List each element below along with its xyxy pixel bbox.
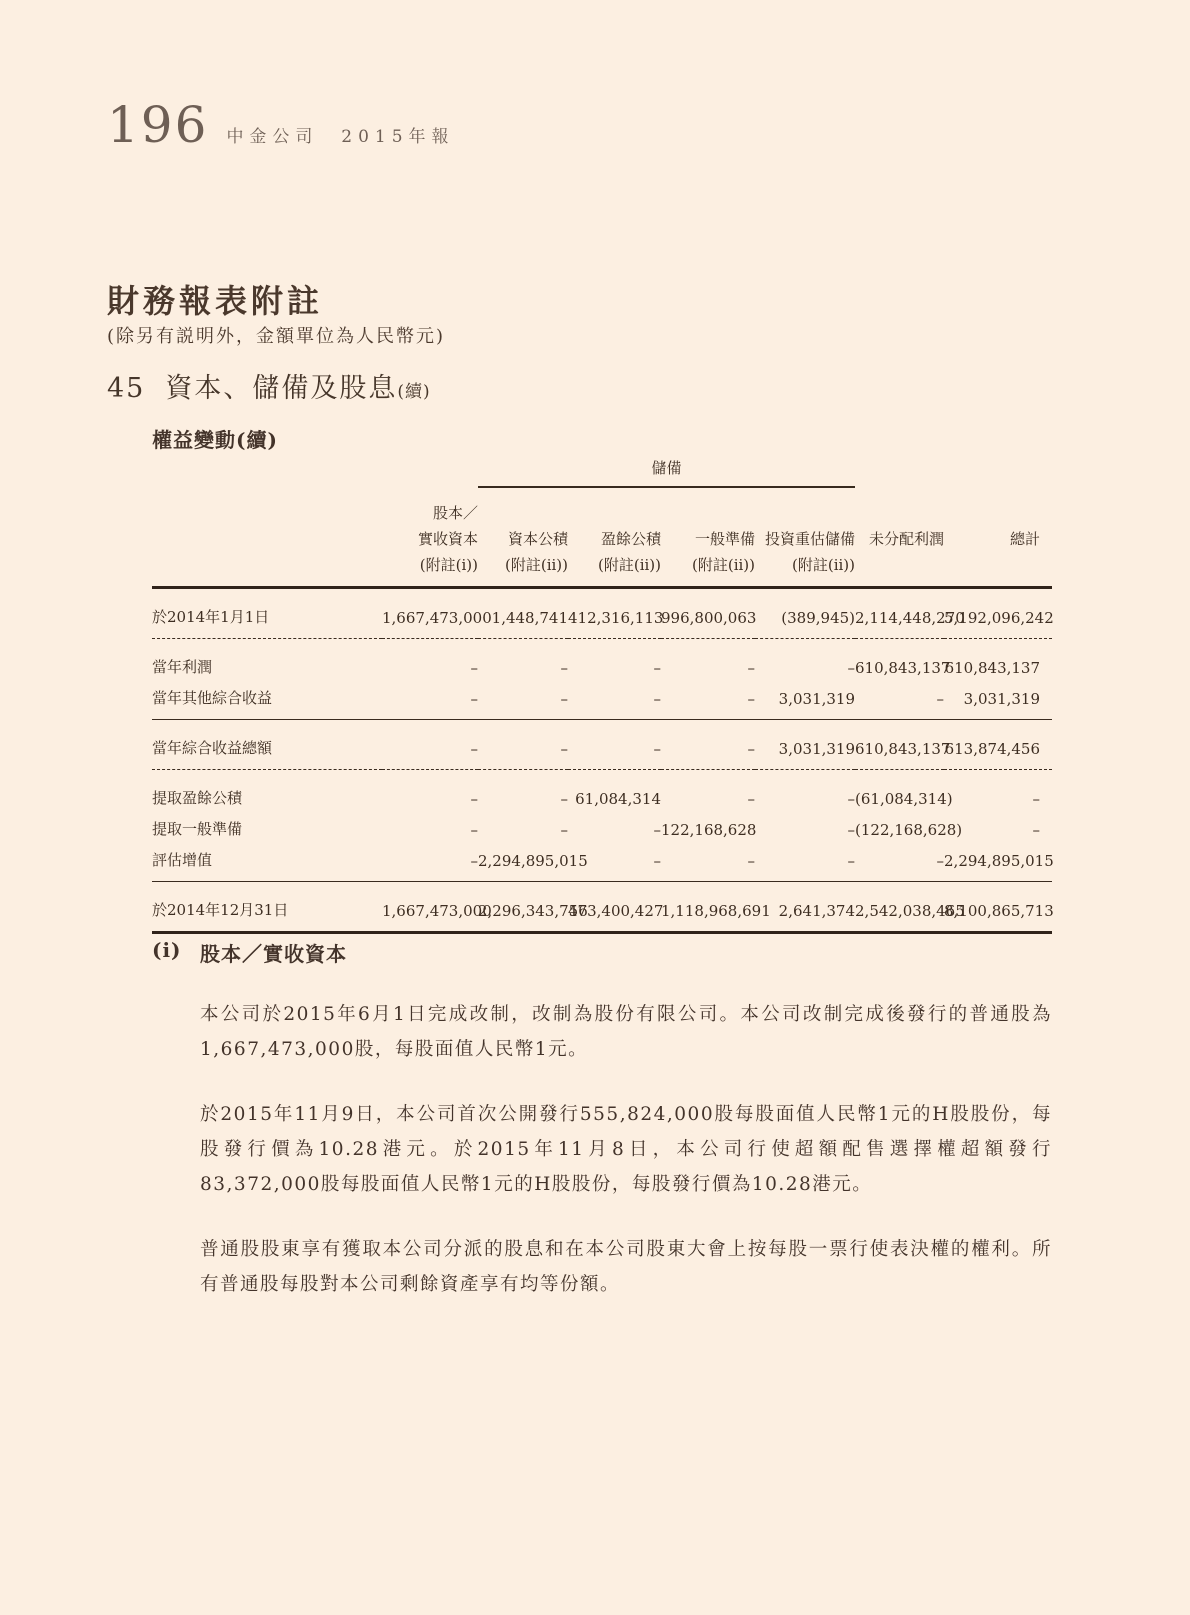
note-i-marker: (i) bbox=[152, 938, 182, 962]
note-i-paragraph: 本公司於2015年6月1日完成改制，改制為股份有限公司。本公司改制完成後發行的普通股為1,667,473,000股，每股面值人民幣1元。 bbox=[200, 1004, 1052, 1060]
subsection-heading: 權益變動(續) bbox=[152, 428, 278, 452]
page-meta bbox=[226, 122, 454, 147]
page-subtitle: (除另有説明外，金額單位為人民幣元) bbox=[107, 326, 446, 347]
section-title: 資本、儲備及股息 bbox=[165, 373, 398, 404]
table-row: 於2014年12月31日 1,667,473,000 2,296,343,756 473,400,427 1,118,968,691 2,641,374 2,542,038,465 8,100,865,713 bbox=[152, 882, 1052, 933]
col-general-reserve: 一般準備 (附註(ii)) bbox=[661, 487, 755, 588]
note-i-body bbox=[200, 997, 1052, 1302]
row-label: 當年綜合收益總額 bbox=[152, 720, 382, 770]
table-row: 評估增值 – 2,294,895,015 – – – – 2,294,895,015 bbox=[152, 844, 1052, 882]
col-capital-reserve: 資本公積 (附註(ii)) bbox=[478, 487, 568, 588]
running-head bbox=[107, 96, 455, 154]
table-row: 當年其他綜合收益 – – – – 3,031,319 – 3,031,319 bbox=[152, 682, 1052, 720]
note-i-heading bbox=[152, 938, 1052, 967]
row-label: 提取盈餘公積 bbox=[152, 789, 243, 807]
col-retained-profits: 未分配利潤 bbox=[855, 487, 944, 588]
reserves-group-header: 儲備 bbox=[478, 452, 855, 487]
note-i-paragraph: 普通股股東享有獲取本公司分派的股息和在本公司股東大會上按每股一票行使表決權的權利。所有普通股每股對本公司剩餘資產享有均等份額。 bbox=[200, 1239, 1052, 1295]
table-row: 提取盈餘公積 – – 61,084,314 – – (61,084,314) – bbox=[152, 770, 1052, 814]
col-surplus-reserve: 盈餘公積 (附註(ii)) bbox=[568, 487, 661, 588]
row-label: 於2014年1月1日 bbox=[152, 588, 382, 639]
row-label: 當年其他綜合收益 bbox=[152, 682, 382, 720]
col-total: 總計 bbox=[944, 487, 1052, 588]
section-number: 45 bbox=[107, 373, 146, 404]
row-label: 於2014年12月31日 bbox=[152, 882, 382, 933]
note-i-title: 股本／實收資本 bbox=[200, 942, 347, 966]
note-i-paragraph: 於2015年11月9日，本公司首次公開發行555,824,000股每股面值人民幣1元的H股股份，每股發行價為10.28港元。於2015年11月8日，本公司行使超額配售選擇權超額發行83,372,000股每股面值人民幣1元的H股股份，每股發行價為10.28港元。 bbox=[200, 1104, 1052, 1195]
page-title: 財務報表附註 bbox=[107, 282, 324, 320]
equity-movement-table bbox=[152, 452, 1052, 934]
table-row: 當年綜合收益總額 – – – – 3,031,319 610,843,137 613,874,456 bbox=[152, 720, 1052, 770]
col-share-capital: 股本／ 實收資本 (附註(i)) bbox=[382, 487, 478, 588]
row-label: 當年利潤 bbox=[152, 658, 213, 676]
table-row: 當年利潤 – – – – – 610,843,137 610,843,137 bbox=[152, 639, 1052, 683]
section-heading bbox=[107, 366, 431, 405]
table-group-header-row bbox=[152, 452, 1052, 487]
section-continued: (續) bbox=[397, 382, 431, 402]
row-label: 評估增值 bbox=[152, 844, 382, 882]
company-name: 中金公司 bbox=[226, 127, 319, 147]
report-year: 2015年報 bbox=[341, 127, 455, 147]
table-row: 提取一般準備 – – – 122,168,628 – (122,168,628) – bbox=[152, 813, 1052, 844]
table-column-header-row bbox=[152, 487, 1052, 588]
col-investment-revaluation-reserve: 投資重估儲備 (附註(ii)) bbox=[755, 487, 855, 588]
page-number: 196 bbox=[107, 96, 209, 154]
note-i-section bbox=[152, 938, 1052, 1302]
table-row: 於2014年1月1日 1,667,473,000 1,448,741 412,316,113 996,800,063 (389,945) 2,114,448,270 5,192,096,242 bbox=[152, 588, 1052, 639]
row-label: 提取一般準備 bbox=[152, 820, 243, 838]
